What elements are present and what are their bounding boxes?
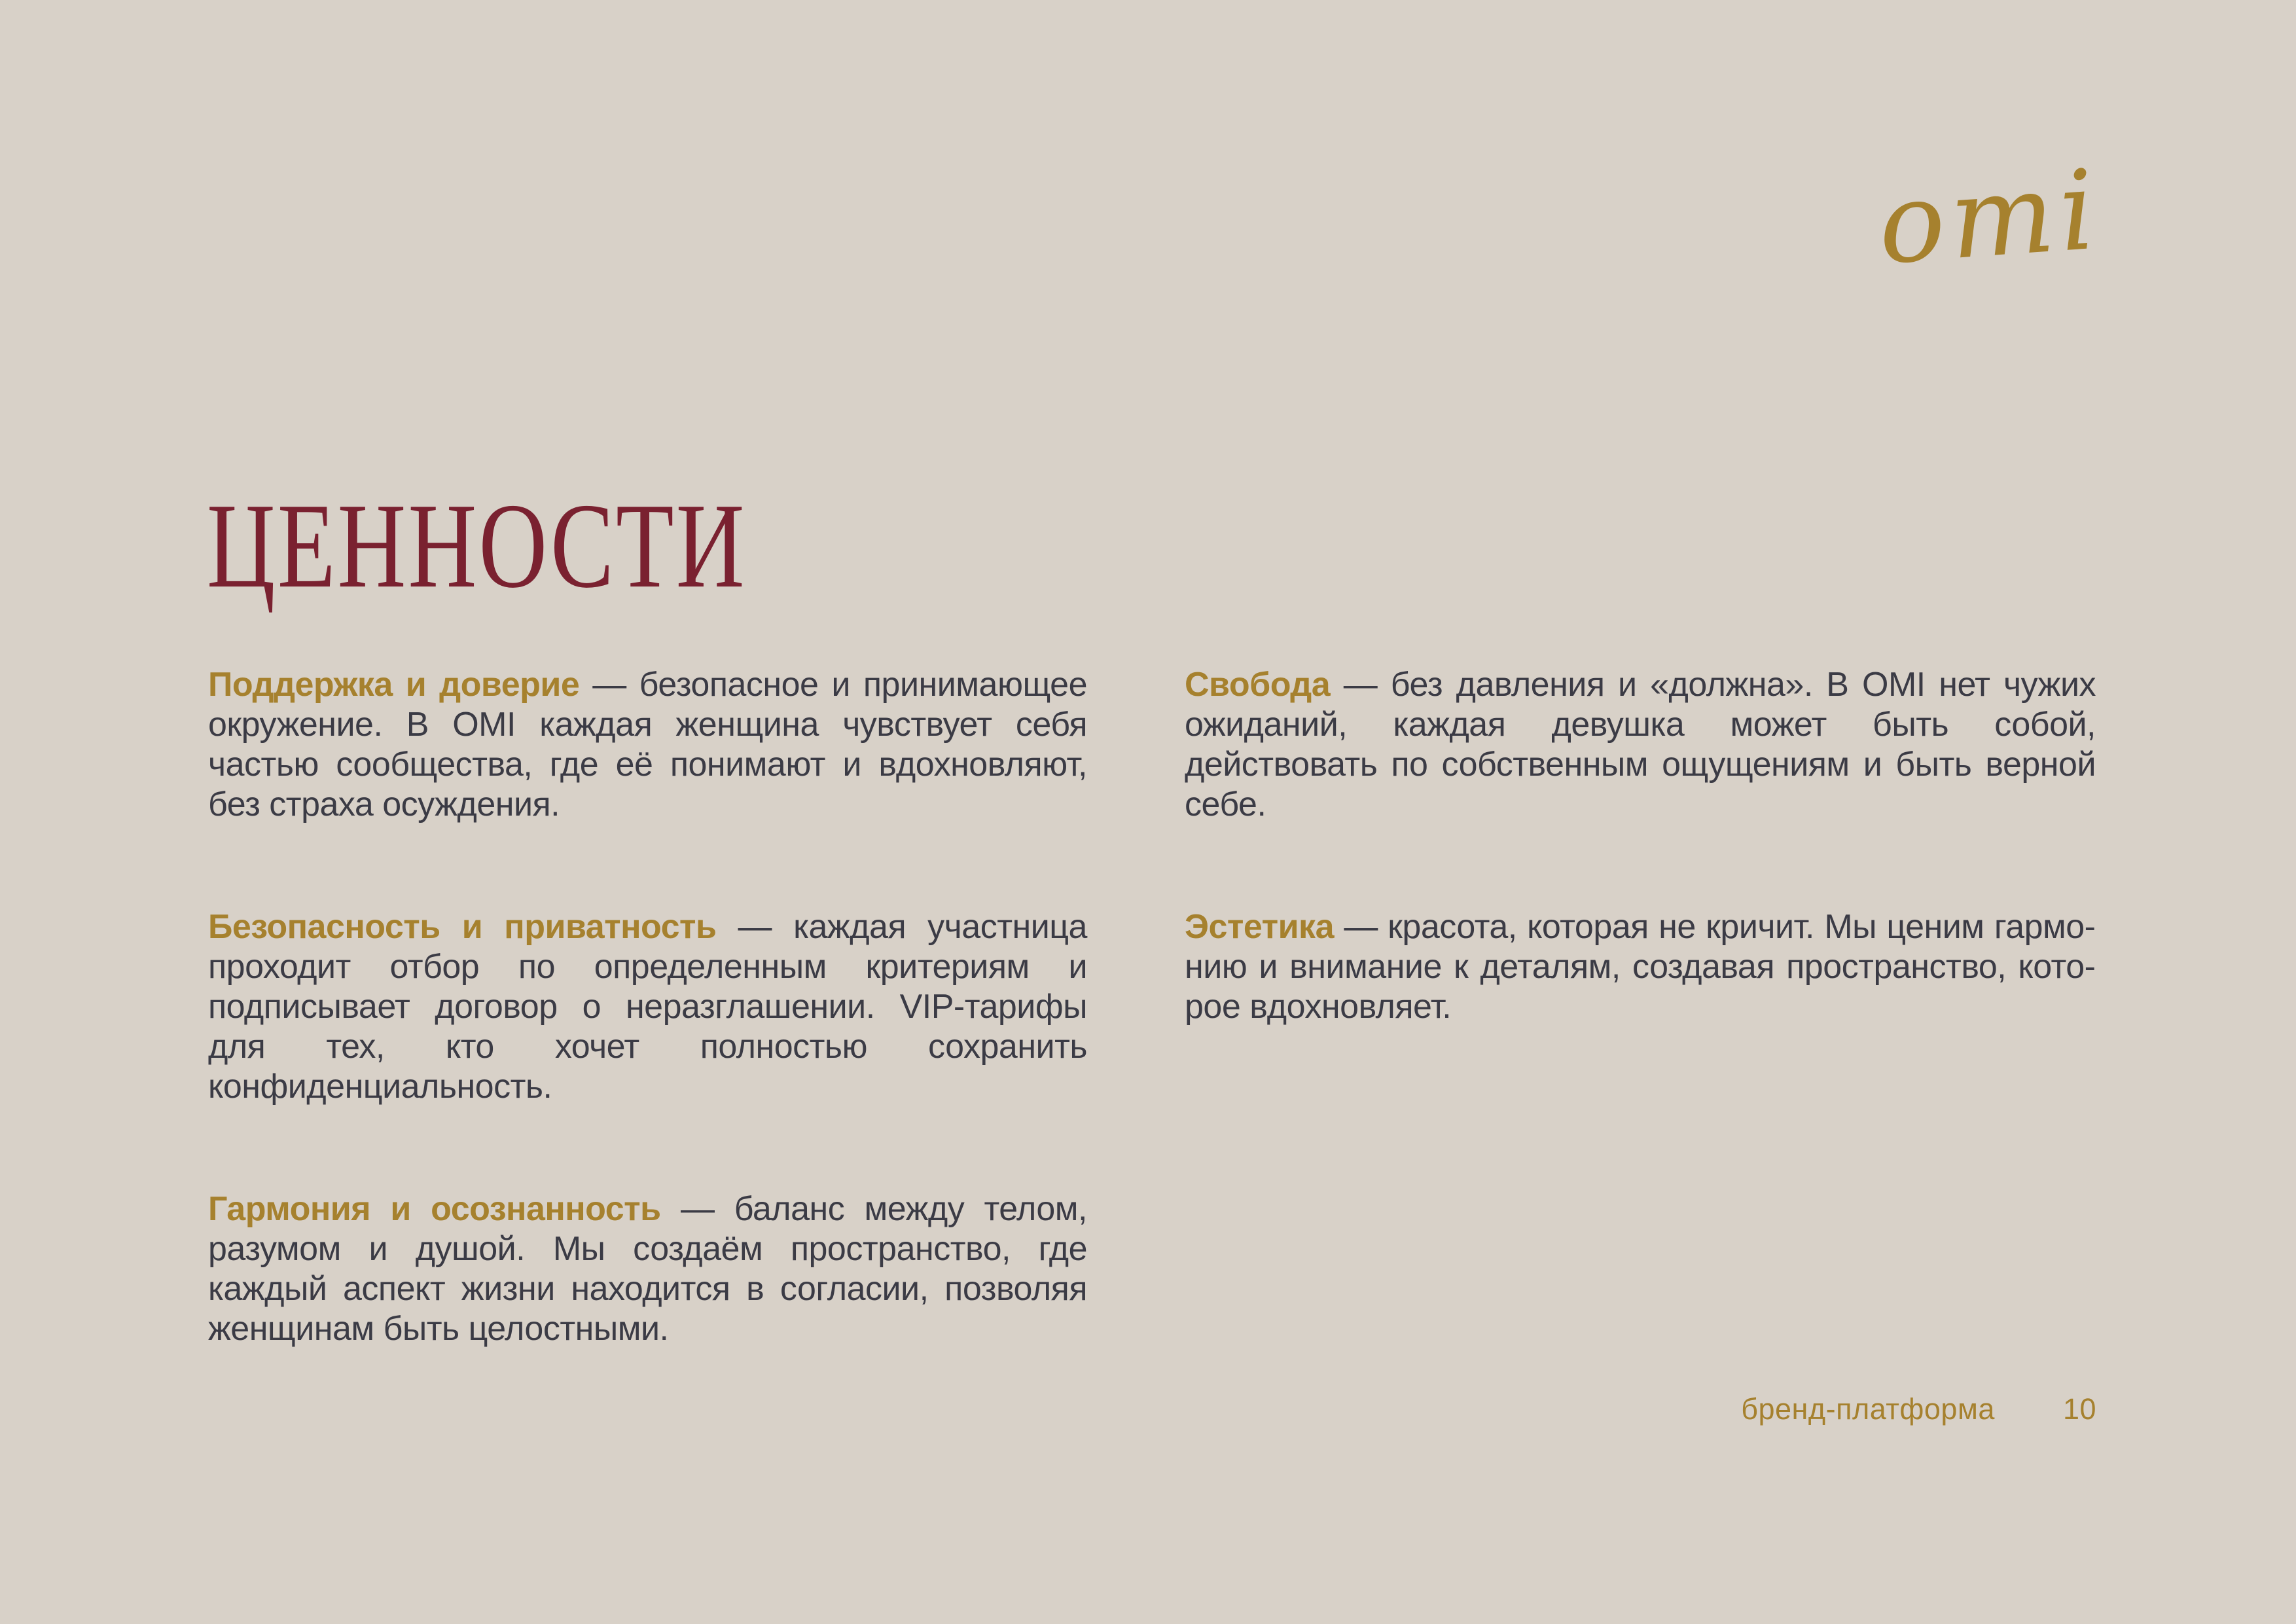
value-block-aesthetics — [1185, 907, 2096, 1107]
values-grid — [208, 665, 2096, 1349]
footer — [1741, 1392, 2096, 1427]
value-block-support-trust — [208, 665, 1087, 825]
value-title: Свобода — [1185, 666, 1331, 704]
value-title: Поддержка и доверие — [208, 666, 580, 704]
value-title: Безопасность и приватность — [208, 908, 717, 946]
page-title: ЦЕННОСТИ — [207, 478, 747, 613]
value-title: Эстетика — [1185, 908, 1334, 946]
footer-label: бренд-платформа — [1741, 1392, 1995, 1426]
value-text: — без давления и «должна». В OMI нет чужих ожиданий, каждая девушка может быть собой, действовать по собственным ощущениям и быть верной себе. — [1185, 666, 2096, 823]
omi-logo: omi — [1874, 145, 2104, 289]
value-text: — красота, которая не кричит. Мы ценим гармонию и внимание к деталям, создавая пространство, которое вдохновляет. — [1185, 908, 2096, 1026]
value-title: Гармония и осознанность — [208, 1190, 661, 1228]
value-block-freedom — [1185, 665, 2096, 825]
value-text: — каждая участница проходит отбор по определенным критериям и подписывает договор о неразглашении. VIP-тарифы для тех, кто хочет полностью сохранить конфиденциальность. — [208, 908, 1087, 1106]
value-text: — безопасное и принимающее окружение. В OMI каждая женщина чувствует себя частью сообщества, где её понимают и вдохновляют, без страха осуждения. — [208, 666, 1087, 823]
value-block-harmony-awareness — [208, 1189, 1087, 1349]
page-number: 10 — [2062, 1392, 2096, 1426]
value-block-security-privacy — [208, 907, 1087, 1107]
value-text: — баланс между телом, разумом и душой. Мы создаём пространство, где каждый аспект жизни находится в согласии, позволяя женщинам быть целостными. — [208, 1190, 1088, 1348]
